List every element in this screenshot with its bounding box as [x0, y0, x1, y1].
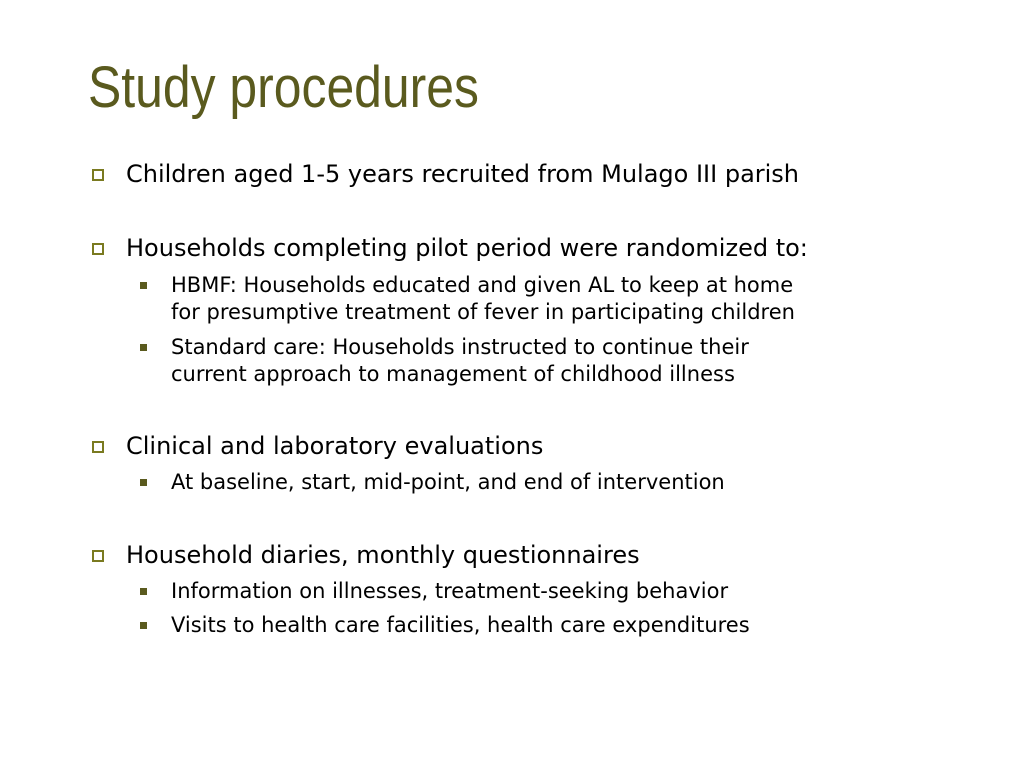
slide-title: Study procedures: [88, 55, 479, 120]
sub-bullet-text: [171, 469, 961, 496]
sub-bullet-line: At baseline, start, mid-point, and end of intervention: [171, 470, 725, 494]
hollow-square-icon: [92, 243, 104, 255]
sub-bullet-text: [171, 612, 961, 639]
sub-bullet-text: [171, 272, 961, 326]
filled-square-icon: [140, 622, 147, 629]
hollow-square-icon: [92, 441, 104, 453]
bullet-text: Children aged 1-5 years recruited from Mulago III parish: [126, 160, 800, 188]
bullet-text: Household diaries, monthly questionnaires: [126, 541, 640, 569]
sub-bullet-line: Standard care: Households instructed to continue their: [171, 335, 749, 359]
sub-bullet-line: for presumptive treatment of fever in participating children: [171, 300, 795, 324]
sub-bullet-text: [171, 334, 961, 388]
hollow-square-icon: [92, 169, 104, 181]
sub-bullet-text: [171, 578, 961, 605]
sub-bullet-line: Information on illnesses, treatment-seeking behavior: [171, 579, 729, 603]
filled-square-icon: [140, 344, 147, 351]
sub-bullet-line: Visits to health care facilities, health care expenditures: [171, 613, 750, 637]
sub-bullet-line: HBMF: Households educated and given AL to keep at home: [171, 273, 794, 297]
filled-square-icon: [140, 282, 147, 289]
filled-square-icon: [140, 479, 147, 486]
hollow-square-icon: [92, 550, 104, 562]
sub-bullet-line: current approach to management of childhood illness: [171, 362, 735, 386]
bullet-text: Clinical and laboratory evaluations: [126, 432, 544, 460]
bullet-text: Households completing pilot period were randomized to:: [126, 234, 808, 262]
filled-square-icon: [140, 588, 147, 595]
